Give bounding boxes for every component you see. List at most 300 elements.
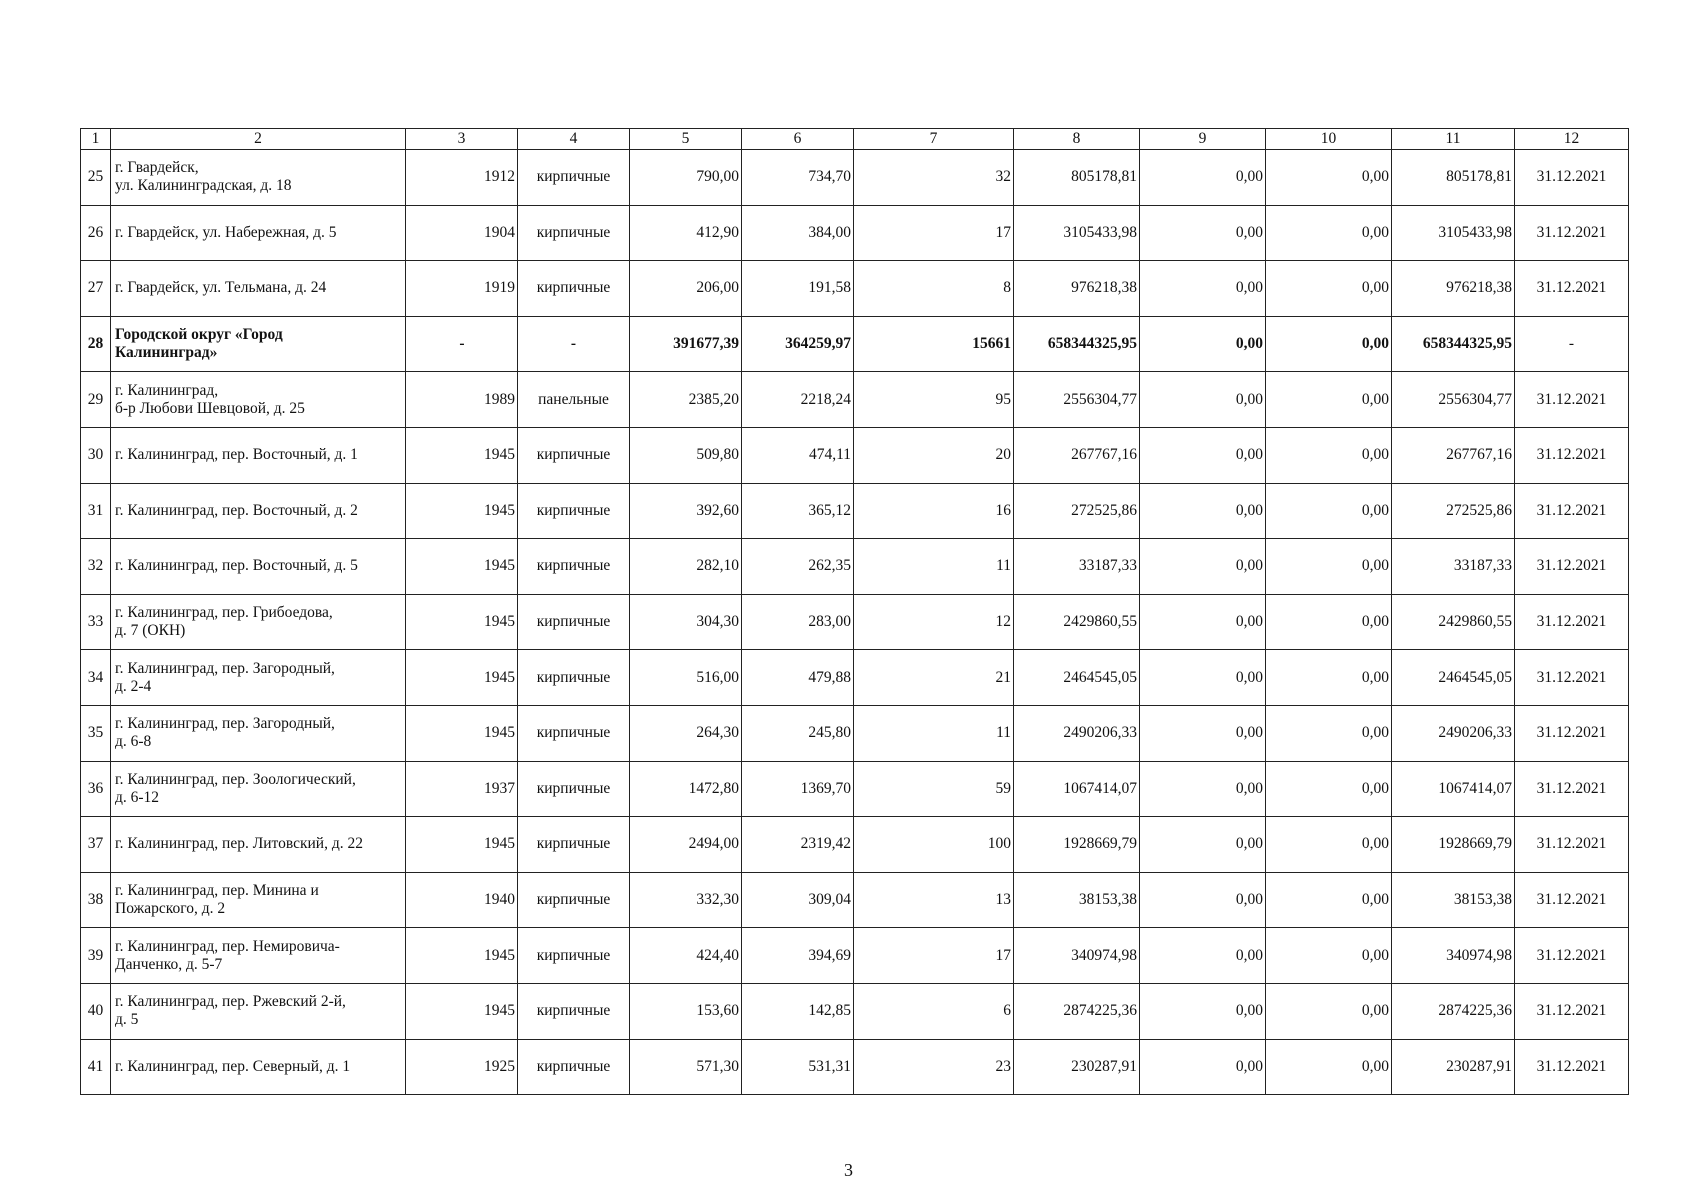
table-cell [742, 539, 854, 595]
table-cell [1515, 483, 1629, 539]
cell-text: 0,00 [1235, 223, 1263, 241]
cell-text: кирпичные [536, 668, 611, 686]
cell-text: 391677,39 [673, 335, 739, 353]
table-cell [81, 483, 111, 539]
cell-text: 0,00 [1361, 446, 1389, 464]
table-cell [1140, 372, 1266, 428]
header-cell: 4 [518, 129, 630, 150]
cell-text: 571,30 [696, 1057, 739, 1075]
table-cell [111, 650, 406, 706]
table-cell [854, 1039, 1014, 1095]
cell-text: д. 6-12 [115, 788, 160, 806]
table-cell [854, 872, 1014, 928]
cell-text: 31.12.2021 [1536, 446, 1607, 464]
header-cell: 10 [1266, 129, 1392, 150]
table-cell [630, 594, 742, 650]
cell-text: 28 [87, 335, 104, 353]
table-cell [1392, 761, 1515, 817]
table-cell [518, 316, 630, 372]
cell-text: 0,00 [1361, 501, 1389, 519]
table-cell [111, 872, 406, 928]
cell-text: 23 [995, 1057, 1011, 1075]
cell-text: 976218,38 [1446, 279, 1512, 297]
cell-text: 1945 [484, 557, 515, 575]
table-cell [630, 427, 742, 483]
cell-text: 16 [995, 501, 1011, 519]
table-cell [518, 761, 630, 817]
cell-text: кирпичные [536, 279, 611, 297]
table-cell [81, 427, 111, 483]
cell-text: 0,00 [1235, 1057, 1263, 1075]
housing-table [80, 128, 1629, 1095]
cell-text: г. Калининград, пер. Восточный, д. 5 [115, 557, 358, 575]
table-cell [1515, 150, 1629, 206]
table-cell [1140, 817, 1266, 873]
table-cell [1266, 983, 1392, 1039]
cell-text: д. 5 [115, 1011, 139, 1029]
table-cell [81, 316, 111, 372]
table-cell [854, 316, 1014, 372]
table-cell [81, 872, 111, 928]
cell-text: 34 [87, 668, 104, 686]
cell-text: 424,40 [696, 946, 739, 964]
cell-text: 0,00 [1361, 891, 1389, 909]
cell-text: 142,85 [808, 1002, 851, 1020]
cell-text: 304,30 [696, 613, 739, 631]
table-cell [630, 761, 742, 817]
cell-text: 384,00 [808, 223, 851, 241]
table-cell [81, 983, 111, 1039]
cell-text: 412,90 [696, 223, 739, 241]
cell-text: 309,04 [808, 891, 851, 909]
cell-text: 0,00 [1361, 279, 1389, 297]
table-cell [406, 483, 518, 539]
cell-text: 282,10 [696, 557, 739, 575]
cell-text: 32 [87, 557, 104, 575]
cell-text: 95 [995, 390, 1011, 408]
cell-text: кирпичные [536, 223, 611, 241]
table-cell [1266, 372, 1392, 428]
cell-text: 191,58 [808, 279, 851, 297]
cell-text: г. Гвардейск, ул. Тельмана, д. 24 [115, 279, 327, 297]
cell-text: 30 [87, 446, 104, 464]
cell-text: г. Калининград, пер. Немировича- [115, 937, 340, 955]
table-cell [518, 372, 630, 428]
table-cell [1392, 928, 1515, 984]
cell-text: 2429860,55 [1438, 613, 1512, 631]
table-cell [1392, 817, 1515, 873]
cell-text: г. Калининград, пер. Минина и [115, 882, 319, 900]
cell-text: 2319,42 [800, 835, 851, 853]
cell-text: кирпичные [536, 501, 611, 519]
cell-text: 33 [87, 613, 104, 631]
cell-text: 31.12.2021 [1536, 390, 1607, 408]
table-cell [111, 261, 406, 317]
table-cell [518, 483, 630, 539]
table-cell [406, 983, 518, 1039]
table-cell [742, 372, 854, 428]
table-cell [630, 150, 742, 206]
table-cell [1392, 872, 1515, 928]
table-cell [518, 150, 630, 206]
cell-text: Пожарского, д. 2 [115, 900, 226, 918]
cell-text: 27 [87, 279, 104, 297]
header-cell: 2 [111, 129, 406, 150]
table-cell [742, 427, 854, 483]
table-cell [406, 761, 518, 817]
table-cell [630, 650, 742, 706]
cell-text: 3105433,98 [1438, 223, 1512, 241]
cell-text: 38153,38 [1453, 891, 1512, 909]
table-cell [1392, 150, 1515, 206]
table-cell [518, 427, 630, 483]
cell-text: г. Калининград, пер. Литовский, д. 22 [115, 835, 363, 853]
cell-text: 153,60 [696, 1002, 739, 1020]
table-cell [742, 594, 854, 650]
cell-text: 0,00 [1235, 891, 1263, 909]
cell-text: 31.12.2021 [1536, 891, 1607, 909]
table-body [81, 150, 1629, 1095]
table-cell [406, 872, 518, 928]
table-cell [1140, 650, 1266, 706]
table-cell [518, 205, 630, 261]
table-row [81, 316, 1629, 372]
table-cell [518, 1039, 630, 1095]
cell-text: 31.12.2021 [1536, 779, 1607, 797]
cell-text: г. Калининград, пер. Грибоедова, [115, 604, 333, 622]
cell-text: 805178,81 [1446, 168, 1512, 186]
table-cell [630, 372, 742, 428]
table-cell [854, 539, 1014, 595]
table-cell [111, 705, 406, 761]
table-cell [406, 372, 518, 428]
cell-text: 26 [87, 223, 104, 241]
cell-text: 1067414,07 [1438, 779, 1512, 797]
table-cell [1014, 594, 1140, 650]
table-cell [518, 705, 630, 761]
table-cell [518, 594, 630, 650]
table-cell [1392, 539, 1515, 595]
cell-text: 245,80 [808, 724, 851, 742]
table-cell [630, 316, 742, 372]
cell-text: кирпичные [536, 1002, 611, 1020]
cell-text: 36 [87, 779, 104, 797]
cell-text: 2874225,36 [1063, 1002, 1137, 1020]
cell-text: 21 [995, 668, 1011, 686]
cell-text: 0,00 [1235, 668, 1263, 686]
table-cell [111, 150, 406, 206]
cell-text: 1945 [484, 501, 515, 519]
table-cell [1266, 928, 1392, 984]
table-cell [406, 594, 518, 650]
cell-text: 264,30 [696, 724, 739, 742]
table-cell [81, 539, 111, 595]
cell-text: 2874225,36 [1438, 1002, 1512, 1020]
table-cell [630, 928, 742, 984]
table-cell [1515, 539, 1629, 595]
cell-text: 39 [87, 946, 104, 964]
cell-text: д. 7 (ОКН) [115, 622, 186, 640]
cell-text: 332,30 [696, 891, 739, 909]
table-cell [854, 761, 1014, 817]
cell-text: 364259,97 [785, 335, 851, 353]
cell-text: г. Калининград, пер. Загородный, [115, 715, 335, 733]
table-cell [1014, 983, 1140, 1039]
table-cell [81, 261, 111, 317]
table-cell [1392, 205, 1515, 261]
cell-text: кирпичные [536, 168, 611, 186]
cell-text: г. Калининград, пер. Восточный, д. 1 [115, 446, 358, 464]
table-cell [1014, 872, 1140, 928]
table-cell [630, 983, 742, 1039]
cell-text: 267767,16 [1446, 446, 1512, 464]
table-cell [1014, 205, 1140, 261]
cell-text: б-р Любови Шевцовой, д. 25 [115, 399, 305, 417]
cell-text: 1912 [484, 168, 515, 186]
cell-text: 1945 [484, 613, 515, 631]
table-cell [1392, 316, 1515, 372]
header-cell: 12 [1515, 129, 1629, 150]
table-cell [1392, 1039, 1515, 1095]
cell-text: 32 [995, 168, 1011, 186]
table-cell [1515, 594, 1629, 650]
cell-text: 31.12.2021 [1536, 724, 1607, 742]
table-cell [406, 705, 518, 761]
cell-text: 1472,80 [688, 779, 739, 797]
cell-text: 0,00 [1361, 779, 1389, 797]
table-cell [81, 150, 111, 206]
cell-text: 340974,98 [1071, 946, 1137, 964]
table-cell [630, 539, 742, 595]
table-cell [1392, 483, 1515, 539]
table-cell [406, 205, 518, 261]
cell-text: - [459, 335, 465, 353]
cell-text: 8 [1003, 279, 1011, 297]
table-cell [1140, 872, 1266, 928]
cell-text: 790,00 [696, 168, 739, 186]
cell-text: Калининград» [115, 344, 218, 362]
cell-text: 283,00 [808, 613, 851, 631]
table-cell [742, 705, 854, 761]
table-cell [1266, 261, 1392, 317]
table-cell [742, 928, 854, 984]
table-cell [1140, 539, 1266, 595]
cell-text: 12 [995, 613, 1011, 631]
cell-text: 1904 [484, 223, 515, 241]
table-cell [518, 650, 630, 706]
table-row [81, 1039, 1629, 1095]
table-cell [1515, 316, 1629, 372]
table-row [81, 872, 1629, 928]
table-cell [111, 483, 406, 539]
cell-text: 0,00 [1235, 390, 1263, 408]
table-cell [1392, 650, 1515, 706]
cell-text: кирпичные [536, 946, 611, 964]
cell-text: 100 [987, 835, 1011, 853]
cell-text: 0,00 [1361, 168, 1389, 186]
cell-text: 392,60 [696, 501, 739, 519]
table-cell [1140, 983, 1266, 1039]
cell-text: 2429860,55 [1063, 613, 1137, 631]
cell-text: кирпичные [536, 557, 611, 575]
table-cell [111, 539, 406, 595]
cell-text: 272525,86 [1446, 501, 1512, 519]
cell-text: 31.12.2021 [1536, 835, 1607, 853]
cell-text: 1928669,79 [1438, 835, 1512, 853]
table-cell [854, 483, 1014, 539]
table-cell [1392, 372, 1515, 428]
header-cell: 6 [742, 129, 854, 150]
cell-text: 0,00 [1235, 946, 1263, 964]
table-row [81, 372, 1629, 428]
cell-text: кирпичные [536, 724, 611, 742]
cell-text: 1945 [484, 446, 515, 464]
table-cell [111, 1039, 406, 1095]
table-cell [1140, 427, 1266, 483]
header-cell: 3 [406, 129, 518, 150]
cell-text: 33187,33 [1078, 557, 1137, 575]
table-cell [742, 983, 854, 1039]
table-cell [1014, 761, 1140, 817]
table-cell [1014, 539, 1140, 595]
table-cell [630, 705, 742, 761]
header-cell: 8 [1014, 129, 1140, 150]
table-row [81, 150, 1629, 206]
table-cell [1392, 427, 1515, 483]
cell-text: 2218,24 [800, 390, 851, 408]
cell-text: 2494,00 [688, 835, 739, 853]
cell-text: 0,00 [1361, 557, 1389, 575]
cell-text: - [570, 335, 577, 353]
table-cell [81, 1039, 111, 1095]
table-cell [854, 205, 1014, 261]
cell-text: 2464545,05 [1438, 668, 1512, 686]
table-cell [630, 872, 742, 928]
table-cell [1140, 205, 1266, 261]
cell-text: 1937 [484, 779, 515, 797]
table-cell [1140, 1039, 1266, 1095]
table-row [81, 483, 1629, 539]
table-row [81, 928, 1629, 984]
table-row [81, 594, 1629, 650]
table-cell [1515, 761, 1629, 817]
table-cell [406, 427, 518, 483]
header-cell: 9 [1140, 129, 1266, 150]
table-cell [742, 483, 854, 539]
table-cell [1515, 705, 1629, 761]
table-cell [1392, 261, 1515, 317]
cell-text: 31.12.2021 [1536, 168, 1607, 186]
cell-text: 35 [87, 724, 104, 742]
table-cell [742, 1039, 854, 1095]
cell-text: 0,00 [1361, 946, 1389, 964]
cell-text: 17 [995, 946, 1011, 964]
cell-text: 31 [87, 501, 104, 519]
cell-text: 59 [995, 779, 1011, 797]
table-cell [1392, 983, 1515, 1039]
table-cell [111, 983, 406, 1039]
cell-text: 15661 [972, 335, 1011, 353]
cell-text: 17 [995, 223, 1011, 241]
cell-text: 31.12.2021 [1536, 946, 1607, 964]
table-cell [1266, 427, 1392, 483]
cell-text: 230287,91 [1446, 1057, 1512, 1075]
table-cell [111, 316, 406, 372]
table-cell [742, 205, 854, 261]
cell-text: 20 [995, 446, 1011, 464]
table-cell [406, 539, 518, 595]
table-cell [406, 261, 518, 317]
cell-text: 31.12.2021 [1536, 501, 1607, 519]
header-cell: 5 [630, 129, 742, 150]
table-cell [1266, 150, 1392, 206]
table-cell [742, 872, 854, 928]
cell-text: кирпичные [536, 1057, 611, 1075]
cell-text: кирпичные [536, 835, 611, 853]
header-cell: 11 [1392, 129, 1515, 150]
table-row [81, 650, 1629, 706]
table-cell [854, 928, 1014, 984]
table-cell [854, 594, 1014, 650]
cell-text: 0,00 [1235, 501, 1263, 519]
cell-text: г. Калининград, пер. Северный, д. 1 [115, 1057, 351, 1075]
table-row [81, 261, 1629, 317]
table-cell [1515, 817, 1629, 873]
table-cell [406, 150, 518, 206]
table-row [81, 817, 1629, 873]
cell-text: 479,88 [808, 668, 851, 686]
table-cell [518, 261, 630, 317]
cell-text: 0,00 [1361, 1002, 1389, 1020]
table-cell [1266, 205, 1392, 261]
cell-text: 13 [995, 891, 1011, 909]
cell-text: 31.12.2021 [1536, 1002, 1607, 1020]
cell-text: 1928669,79 [1063, 835, 1137, 853]
table-cell [630, 205, 742, 261]
table-cell [854, 650, 1014, 706]
cell-text: 31.12.2021 [1536, 279, 1607, 297]
table-cell [1392, 705, 1515, 761]
cell-text: 37 [87, 835, 104, 853]
table-cell [518, 817, 630, 873]
cell-text: 0,00 [1361, 335, 1389, 353]
table-cell [1266, 705, 1392, 761]
cell-text: 31.12.2021 [1536, 1057, 1607, 1075]
table-cell [1014, 261, 1140, 317]
table-cell [630, 261, 742, 317]
cell-text: 3105433,98 [1063, 223, 1137, 241]
cell-text: 0,00 [1235, 279, 1263, 297]
table-cell [1266, 872, 1392, 928]
table-cell [1515, 983, 1629, 1039]
cell-text: Городской округ «Город [115, 326, 283, 344]
cell-text: 2490206,33 [1438, 724, 1512, 742]
cell-text: 0,00 [1361, 668, 1389, 686]
cell-text: 1925 [484, 1057, 515, 1075]
cell-text: 1940 [484, 891, 515, 909]
table-cell [854, 817, 1014, 873]
cell-text: 474,11 [808, 446, 851, 464]
cell-text: 0,00 [1235, 779, 1263, 797]
cell-text: 41 [87, 1057, 104, 1075]
table-cell [630, 483, 742, 539]
cell-text: г. Калининград, пер. Загородный, [115, 659, 335, 677]
cell-text: 272525,86 [1071, 501, 1137, 519]
cell-text: 11 [996, 724, 1011, 742]
table-row [81, 983, 1629, 1039]
page-number: 3 [844, 1160, 853, 1180]
cell-text: 31.12.2021 [1536, 613, 1607, 631]
